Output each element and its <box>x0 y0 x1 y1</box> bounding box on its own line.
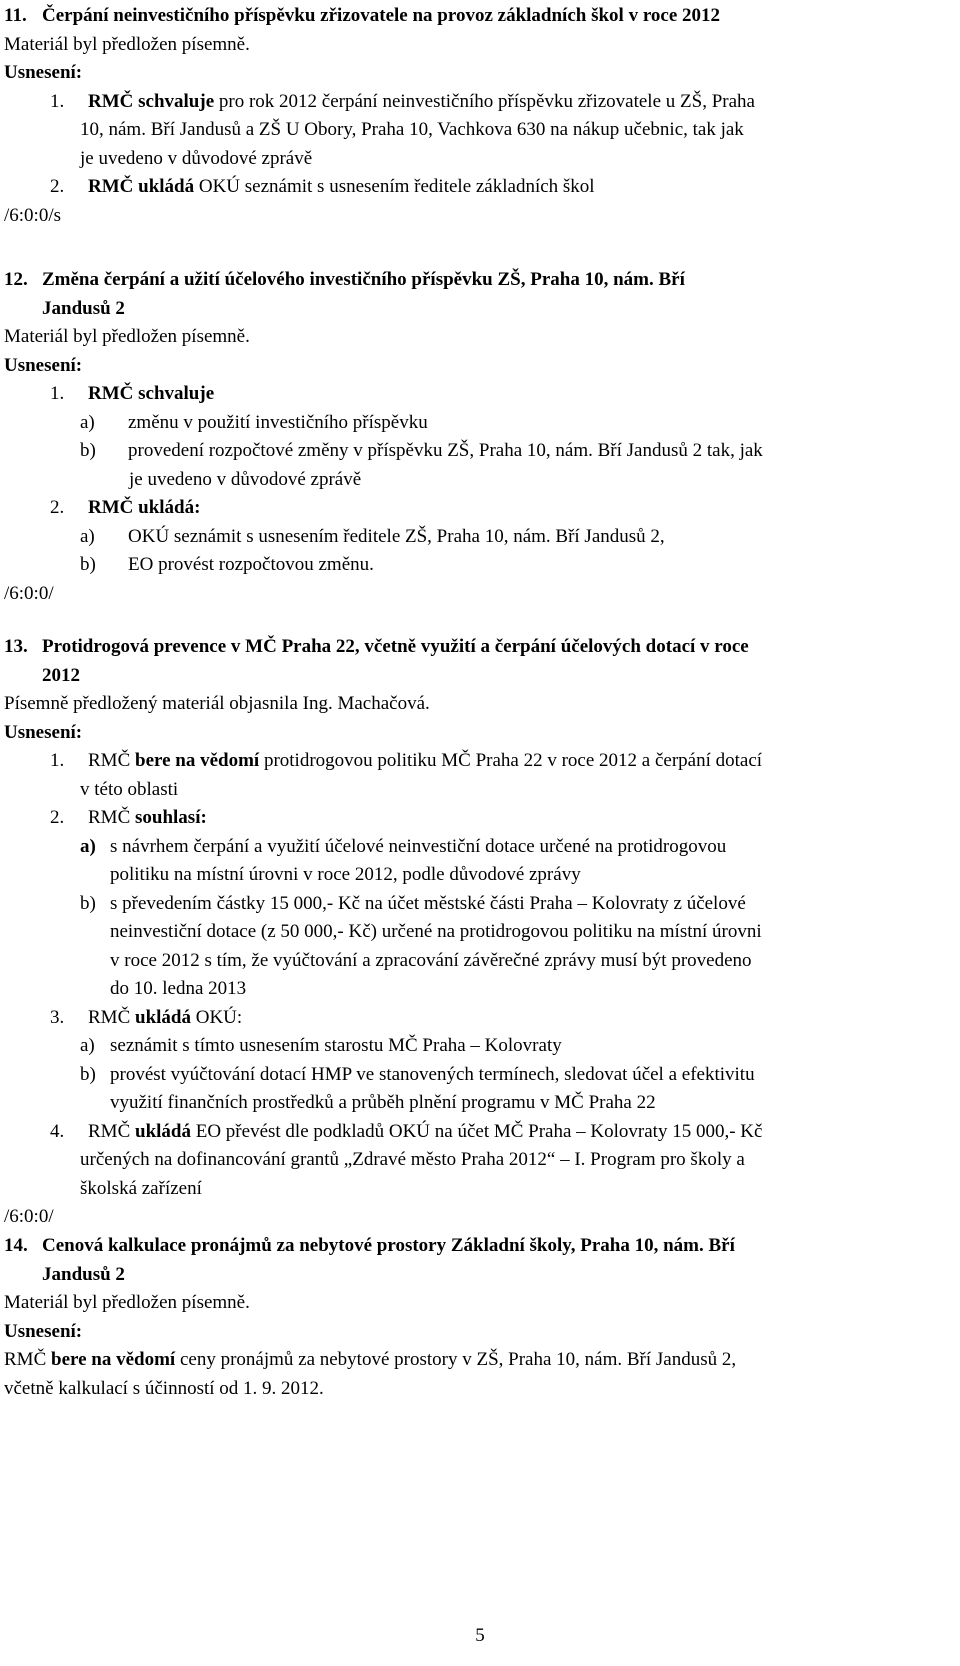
sub-item-a: a) seznámit s tímto usnesením starostu MČ Praha – Kolovraty <box>80 1035 562 1056</box>
sub-item-b: b) EO provést rozpočtovou změnu. <box>80 554 374 575</box>
resolution-item-1: 1. RMČ bere na vědomí protidrogovou politiku MČ Praha 22 v roce 2012 a čerpání dotací <box>50 750 763 771</box>
section-heading: 14. Cenová kalkulace pronájmů za nebytové prostory Základní školy, Praha 10, nám. Bří <box>4 1235 735 1256</box>
vote-result: /6:0:0/s <box>4 204 62 226</box>
resolution-item-3: 3. RMČ ukládá OKÚ: <box>50 1006 243 1028</box>
usneseni-label: Usnesení: <box>4 1320 83 1342</box>
section-13 <box>4 633 949 1232</box>
resolution-item-1: 1. RMČ schvaluje <box>50 383 215 404</box>
sub-item-a-cont: politiku na místní úrovni v roce 2012, podle důvodové zprávy <box>110 864 581 885</box>
material-note: Materiál byl předložen písemně. <box>4 326 250 347</box>
material-note: Písemně předložený materiál objasnila Ing. Machačová. <box>4 693 430 714</box>
resolution-text: RMČ bere na vědomí ceny pronájmů za nebytové prostory v ZŠ, Praha 10, nám. Bří Jandusů 2, <box>4 1349 737 1370</box>
sub-item-b-cont: neinvestiční dotace (z 50 000,- Kč) určené na protidrogovou politiku na místní úrovni <box>110 921 762 942</box>
sub-item-a: a) s návrhem čerpání a využití účelové neinvestiční dotace určené na protidrogovou <box>80 835 727 857</box>
resolution-item-4: 4. RMČ ukládá EO převést dle podkladů OKÚ na účet MČ Praha – Kolovraty 15 000,- Kč <box>50 1120 763 1142</box>
sub-item-b-cont: do 10. ledna 2013 <box>110 978 247 999</box>
material-note: Materiál byl předložen písemně. <box>4 1292 250 1313</box>
sub-item-b: b) provést vyúčtování dotací HMP ve stanovených termínech, sledovat účel a efektivitu <box>80 1063 755 1085</box>
sub-item-a: a) OKÚ seznámit s usnesením ředitele ZŠ, Praha 10, nám. Bří Jandusů 2, <box>80 525 665 547</box>
resolution-item-1-cont: 10, nám. Bří Jandusů a ZŠ U Obory, Praha 10, Vachkova 630 na nákup učebnic, tak jak <box>80 119 744 140</box>
resolution-item-4-cont: školská zařízení <box>80 1177 202 1199</box>
sub-item-b-cont: využití finančních prostředků a průběh plnění programu v MČ Praha 22 <box>110 1092 656 1113</box>
resolution-item-2: 2. RMČ ukládá OKÚ seznámit s usnesením ředitele základních škol <box>50 176 595 197</box>
usneseni-label: Usnesení: <box>4 354 83 376</box>
section-heading-cont: Jandusů 2 <box>42 297 125 319</box>
resolution-item-4-cont: určených na dofinancování grantů „Zdravé město Praha 2012“ – I. Program pro školy a <box>80 1149 745 1170</box>
usneseni-label: Usnesení: <box>4 62 83 83</box>
section-heading-cont: Jandusů 2 <box>42 1263 125 1285</box>
section-11 <box>4 2 949 230</box>
section-heading: 11. Čerpání neinvestičního příspěvku zřizovatele na provoz základních škol v roce 2012 <box>4 5 721 26</box>
resolution-item-2: 2. RMČ ukládá: <box>50 497 201 518</box>
material-note: Materiál byl předložen písemně. <box>4 33 250 55</box>
resolution-text-cont: včetně kalkulací s účinností od 1. 9. 2012. <box>4 1377 324 1399</box>
vote-result: /6:0:0/ <box>4 1206 54 1227</box>
page-number: 5 <box>475 1625 485 1646</box>
sub-item-a: a) změnu v použití investičního příspěvku <box>80 411 428 433</box>
sub-item-b-cont: je uvedeno v důvodové zprávě <box>129 468 362 490</box>
resolution-item-2: 2. RMČ souhlasí: <box>50 807 207 828</box>
resolution-item-1-cont: v této oblasti <box>80 778 179 800</box>
sub-item-b-cont: v roce 2012 s tím, že vyúčtování a zpracování závěrečné zprávy musí být provedeno <box>110 949 752 971</box>
sub-item-b: b) provedení rozpočtové změny v příspěvku ZŠ, Praha 10, nám. Bří Jandusů 2 tak, jak <box>80 440 763 461</box>
usneseni-label: Usnesení: <box>4 721 83 743</box>
resolution-item-1-cont: je uvedeno v důvodové zprávě <box>80 147 313 169</box>
section-14 <box>4 1232 949 1403</box>
vote-result: /6:0:0/ <box>4 582 54 604</box>
section-12 <box>4 266 949 608</box>
section-heading: 13. Protidrogová prevence v MČ Praha 22, včetně využití a čerpání účelových dotací v roce <box>4 636 749 657</box>
resolution-item-1: 1. RMČ schvaluje pro rok 2012 čerpání neinvestičního příspěvku zřizovatele u ZŠ, Praha <box>50 90 755 112</box>
section-heading: 12. Změna čerpání a užití účelového investičního příspěvku ZŠ, Praha 10, nám. Bří <box>4 269 685 290</box>
section-heading-cont: 2012 <box>42 664 80 686</box>
sub-item-b: b) s převedením částky 15 000,- Kč na účet městské části Praha – Kolovraty z účelové <box>80 892 746 914</box>
